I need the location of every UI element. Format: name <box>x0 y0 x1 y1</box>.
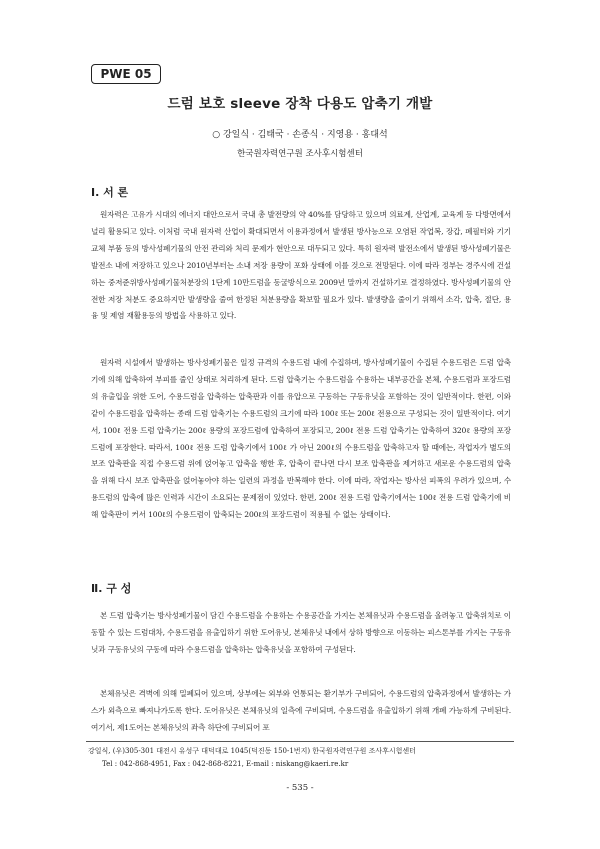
footnote-contact: Tel : 042-868-4951, Fax : 042-868-8221, E-mail : niskang@kaeri.re.kr <box>102 760 349 768</box>
body-paragraph: 원자력은 고유가 시대의 에너지 대안으로서 국내 총 발전량의 약 40%를 담당하고 있으며 의료계, 산업계, 교육계 등 다방면에서 널리 활용되고 있다. 이처럼 국내 원자력 산업이 확대되면서 이용과정에서 발생된 방사능으로 오염된 작업복, 장갑, 폐필터와 기기교체 부품 등의 방사성폐기물의 안전 관리와 처리 문제가 현안으로 대두되고 있다. 특히 원자력 발전소에서 발생된 방사성폐기물은 발전소 내에 저장하고 있으나 2010년부터는 소내 저장 용량이 포화 상태에 이를 것으로 전망된다. 이에 따라 정부는 경주시에 건설하는 중저준위방사성폐기물처분장의 1단계 10만드럼을 동굴방식으로 2009년 말까지 건설하기로 결정하였다. 방사성폐기물의 안전한 저장 처분도 중요하지만 발생량을 줄여 한정된 처분용량을 확보할 필요가 있다. 발생량을 줄이기 위해서 소각, 압축, 절단, 용융 및 제염 재활용등의 방법을 사용하고 있다. <box>91 210 511 321</box>
paper-title: 드럼 보호 sleeve 장착 다용도 압축기 개발 <box>167 96 433 112</box>
footnote-address: 강일식, (우)305-301 대전시 유성구 대덕대로 1045(덕진동 150-1번지) 한국원자력연구원 조사후시험센터 <box>88 747 416 755</box>
body-paragraph: 원자력 시설에서 발생하는 방사성폐기물은 일정 규격의 수용드럼 내에 수집하며, 방사성폐기물이 수집된 수용드럼은 드럼 압축기에 의해 압축하여 부피를 줄인 상태로 처리하게 된다. 드럼 압축기는 수용드럼을 수용하는 내부공간을 본체, 수용드럼과 포장드럼의 유출입을 위한 도어, 수용드럼을 압축하는 압축판과 이를 유압으로 구동하는 구동유닛을 포함하는 것이 일반적이다. 한편, 이와 같이 수용드럼을 압축하는 종래 드럼 압축기는 수용드럼의 크기에 따라 100ℓ 또는 200ℓ 전용으로 구성되는 것이 일반적이다. 여기서, 100ℓ 전용 드럼 압축기는 200ℓ 용량의 포장드럼에 압축하여 포장되고, 200ℓ 전용 드럼 압축기는 압축하여 320ℓ 용량의 포장드럼에 포장한다. 따라서, 100ℓ 전용 드럼 압축기에서 100ℓ 가 아닌 200ℓ의 수용드럼을 압축하고자 할 때에는, 작업자가 별도의 보조 압축판을 직접 수용드럼 위에 얹어놓고 압축을 행한 후, 압축이 끝나면 다시 보조 압축판을 제거하고 새로운 수용드럼의 압축을 위해 다시 보조 압축판을 얹어놓아야 하는 일련의 과정을 반복해야 한다. 이에 따라, 작업자는 방사선 피폭의 우려가 있으며, 수용드럼의 압축에 많은 인력과 시간이 소요되는 문제점이 있었다. 한편, 200ℓ 전용 드럼 압축기에서는 100ℓ 전용 드럼 압축기에 비해 압축판이 커서 100ℓ의 수용드럼이 압축되는 200ℓ의 포장드럼이 적용될 수 없는 상태이다. <box>91 358 511 520</box>
footnote-divider <box>86 741 514 742</box>
author-list: ○ 강일식 · 김태국 · 손종식 · 지영용 · 홍대석 <box>212 130 388 140</box>
section-heading-composition: Ⅱ. 구 성 <box>91 582 132 595</box>
affiliation: 한국원자력연구원 조사후시험센터 <box>237 149 363 159</box>
page-number: - 535 - <box>286 783 314 793</box>
body-paragraph: 본체유닛은 격벽에 의해 밀폐되어 있으며, 상부에는 외부와 연통되는 환기부가 구비되어, 수용드럼의 압축과정에서 발생하는 가스가 외측으로 빠져나가도록 한다. 도어유닛은 본체유닛의 일측에 구비되며, 수용드럼을 유출입하기 위해 개폐 가능하게 구비된다. 여기서, 제1도어는 본체유닛의 좌측 하단에 구비되어 포 <box>91 689 511 732</box>
session-code-box: PWE 05 <box>91 64 161 84</box>
body-paragraph: 본 드럼 압축기는 방사성폐기물이 담긴 수용드럼을 수용하는 수용공간을 가지는 본체유닛과 수용드럼을 올려놓고 압축위치로 이동할 수 있는 드럼대차, 수용드럼을 유출입하기 위한 도어유닛, 본체유닛 내에서 상하 방향으로 이동하는 피스톤부를 가지는 구동유닛과 구동유닛의 구동에 따라 수용드럼을 압축하는 압축유닛을 포함하여 구성된다. <box>91 611 511 654</box>
section-heading-introduction: Ⅰ. 서 론 <box>91 186 129 199</box>
